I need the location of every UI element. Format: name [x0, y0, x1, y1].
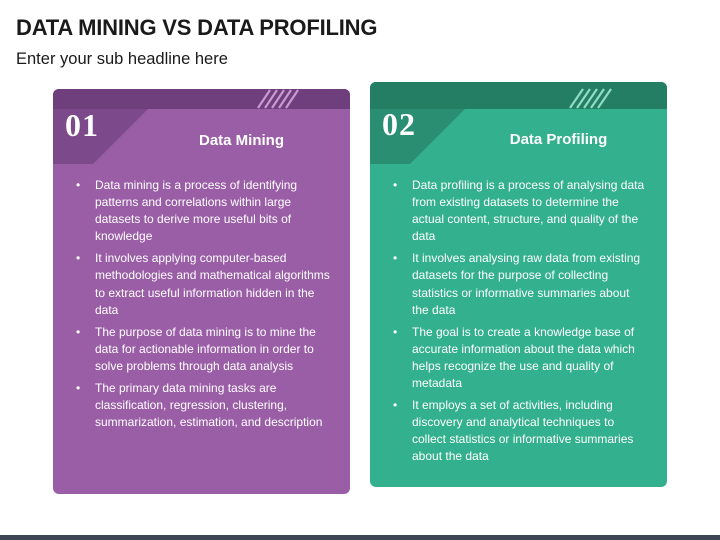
card-heading: Data Profiling: [509, 131, 608, 148]
card-data-profiling: [370, 82, 667, 487]
card-number: 02: [382, 106, 416, 142]
list-item: • Data profiling is a process of analysing data from existing datasets to determine the actual content, structure, and quality of the data: [412, 177, 649, 245]
list-item: • It involves analysing raw data from existing datasets for the purpose of collecting statistics or informative summaries about the data: [412, 250, 649, 318]
slide-subtitle: Enter your sub headline here: [16, 50, 228, 68]
list-item: • The purpose of data mining is to mine the data for actionable information in order to solve problems through data analysis: [95, 324, 332, 375]
bullet-list: [53, 177, 350, 436]
footer-bar: [0, 535, 720, 540]
list-item: • Data mining is a process of identifying patterns and correlations within large datasets to derive more useful bits of knowledge: [95, 177, 332, 245]
card-number: 01: [65, 107, 99, 143]
list-item: • The primary data mining tasks are classification, regression, clustering, summarization, estimation, and description: [95, 380, 332, 431]
list-item: • The goal is to create a knowledge base of accurate information about the data which helps recognize the use and quality of metadata: [412, 324, 649, 392]
card-data-mining: [53, 89, 350, 494]
list-item: • It involves applying computer-based methodologies and mathematical algorithms to extract useful information hidden in the data: [95, 250, 332, 318]
list-item: • It employs a set of activities, including discovery and analytical techniques to collect statistics or informative summaries about the data: [412, 397, 649, 465]
slide-title: DATA MINING VS DATA PROFILING: [16, 15, 378, 40]
card-heading: Data Mining: [199, 132, 284, 149]
bullet-list: [370, 177, 667, 471]
